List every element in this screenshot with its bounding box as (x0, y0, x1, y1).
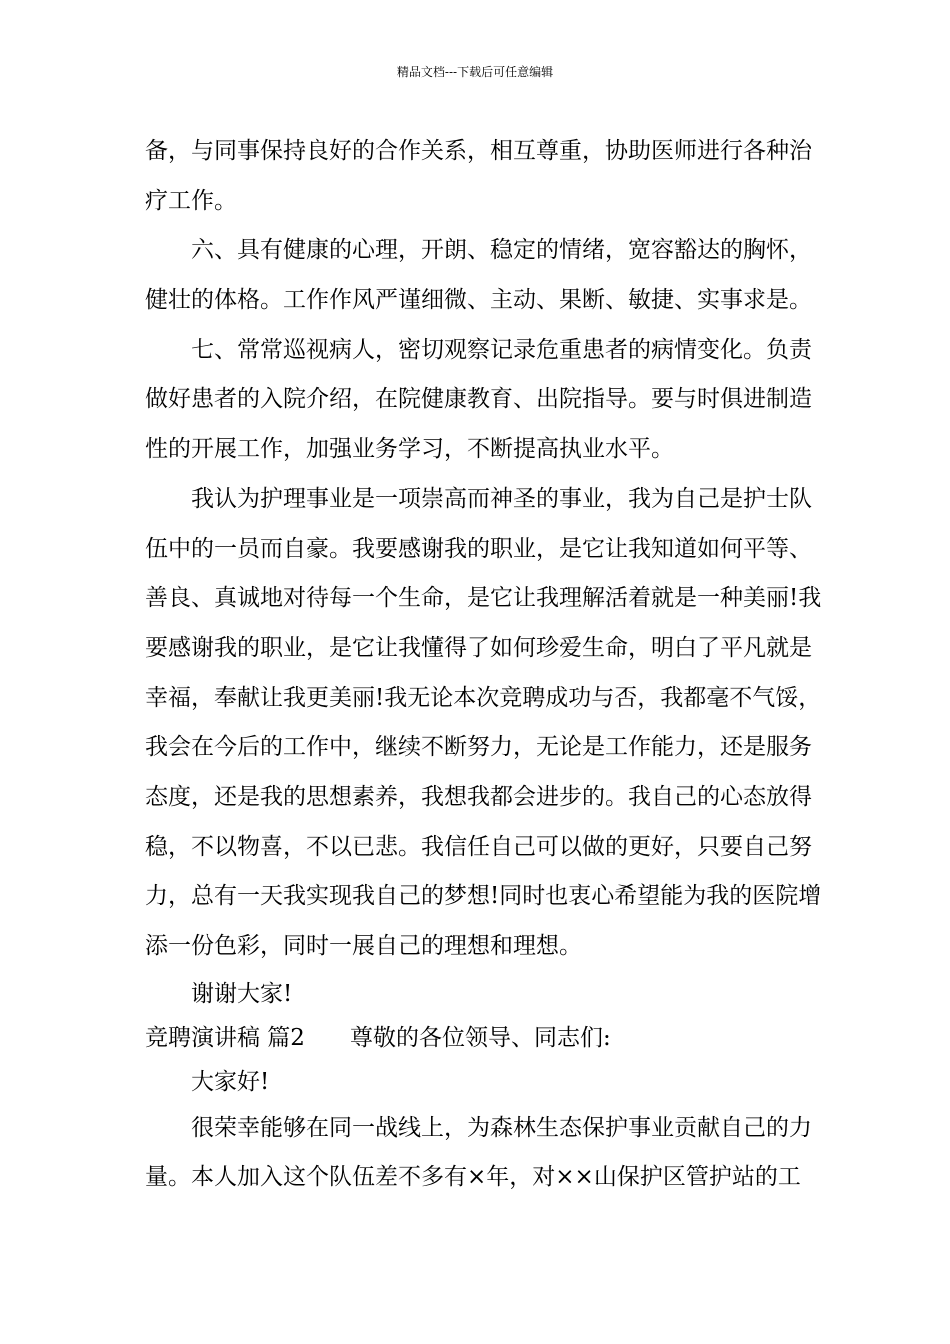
text-line: 六、具有健康的心理，开朗、稳定的情绪，宽容豁达的胸怀， (191, 237, 812, 264)
text-line: 善良、真诚地对待每一个生命，是它让我理解活着就是一种美丽!我 (145, 585, 822, 612)
text-line: 健壮的体格。工作作风严谨细微、主动、果断、敏捷、实事求是。 (145, 287, 812, 314)
text-line: 七、常常巡视病人，密切观察记录危重患者的病情变化。负责 (191, 336, 812, 363)
greeting-line: 大家好! (191, 1068, 270, 1095)
text-line: 要感谢我的职业，是它让我懂得了如何珍爱生命，明白了平凡就是 (145, 634, 812, 661)
text-line: 性的开展工作，加强业务学习，不断提高执业水平。 (145, 436, 674, 463)
text-line: 幸福，奉献让我更美丽!我无论本次竞聘成功与否，我都毫不气馁， (145, 684, 822, 711)
text-line: 力，总有一天我实现我自己的梦想!同时也衷心希望能为我的医院增 (145, 883, 822, 910)
text-line: 添一份色彩，同时一展自己的理想和理想。 (145, 933, 582, 959)
page-header: 精品文档---下载后可任意编辑 (396, 65, 554, 79)
section-heading (145, 1016, 810, 1060)
text-line: 我会在今后的工作中，继续不断努力，无论是工作能力，还是服务 (145, 734, 812, 761)
section-title: 竞聘演讲稿 篇2 (145, 1024, 305, 1051)
text-line: 很荣幸能够在同一战线上，为森林生态保护事业贡献自己的力 (191, 1114, 812, 1141)
text-line: 量。本人加入这个队伍差不多有×年，对××山保护区管护站的工 (145, 1164, 801, 1191)
text-line: 伍中的一员而自豪。我要感谢我的职业，是它让我知道如何平等、 (145, 535, 812, 562)
closing-line: 谢谢大家! (191, 980, 293, 1007)
text-line: 做好患者的入院介绍，在院健康教育、出院指导。要与时俱进制造 (145, 386, 812, 413)
text-line: 态度，还是我的思想素养，我想我都会进步的。我自己的心态放得 (145, 783, 812, 810)
text-line: 疗工作。 (145, 187, 237, 214)
document-body (145, 127, 822, 1203)
salutation: 尊敬的各位领导、同志们: (350, 1024, 611, 1051)
text-line: 稳，不以物喜，不以已悲。我信任自己可以做的更好，只要自己努 (145, 833, 812, 860)
text-line: 备，与同事保持良好的合作关系，相互尊重，协助医师进行各种治 (145, 138, 812, 164)
text-line: 我认为护理事业是一项崇高而神圣的事业，我为自己是护士队 (191, 485, 812, 512)
